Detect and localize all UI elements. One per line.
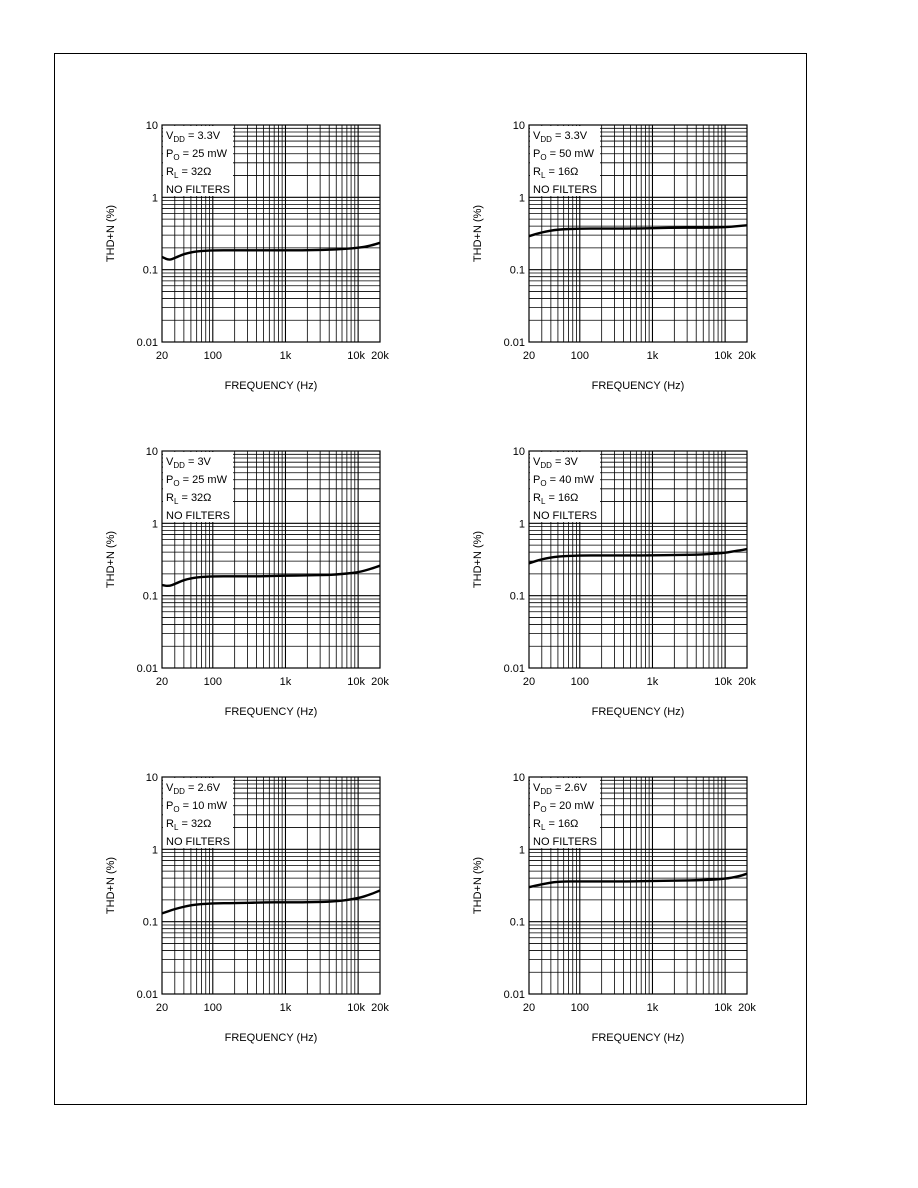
annotation-symbol: V	[533, 456, 541, 468]
annotation-symbol: R	[533, 818, 541, 830]
annotation-value: = 3.3V	[184, 130, 221, 142]
x-axis-label: FREQUENCY (Hz)	[224, 380, 318, 392]
x-tick-label: 1k	[279, 676, 292, 688]
y-tick-label: 0.01	[136, 989, 158, 1001]
annotation-subscript: O	[173, 805, 180, 814]
annotation-symbol: P	[166, 474, 174, 486]
chart-svg	[100, 767, 410, 1067]
y-tick-label: 10	[145, 120, 158, 132]
annotation-value: = 3V	[551, 456, 578, 468]
annotation-symbol: V	[166, 456, 174, 468]
x-tick-label: 20k	[738, 1002, 756, 1014]
annotation-symbol: P	[533, 474, 541, 486]
y-tick-label: 0.1	[142, 590, 158, 603]
thd-chart-3v3-16ohm	[467, 115, 777, 415]
x-tick-label: 1k	[279, 1002, 292, 1014]
x-tick-label: 20	[522, 350, 536, 362]
y-tick-label: 0.01	[136, 663, 158, 675]
x-axis-label: FREQUENCY (Hz)	[224, 1032, 318, 1044]
x-tick-label: 100	[570, 1002, 589, 1014]
x-tick-label: 20	[522, 1002, 536, 1014]
annotation-value: = 25 mW	[179, 148, 227, 160]
x-axis-label: FREQUENCY (Hz)	[224, 706, 318, 718]
y-tick-label: 1	[518, 518, 525, 531]
annotation-line	[533, 166, 578, 180]
annotation-subscript: L	[173, 497, 179, 506]
annotation-symbol: V	[533, 130, 541, 142]
annotation-value: = 3.3V	[551, 130, 588, 142]
annotation-symbol: R	[166, 166, 174, 178]
chart-svg	[100, 115, 410, 415]
y-tick-label: 10	[145, 446, 158, 458]
x-tick-label: 100	[203, 676, 222, 688]
x-tick-label: 10k	[347, 676, 366, 688]
annotation-value: = 16Ω	[545, 818, 579, 830]
annotation-symbol: P	[533, 148, 541, 160]
series-line	[529, 225, 747, 236]
y-tick-label: 1	[151, 518, 158, 531]
annotation-symbol: V	[166, 130, 174, 142]
annotation-line	[533, 456, 579, 470]
annotation-subscript: L	[540, 823, 546, 832]
annotation-block	[163, 452, 233, 522]
y-axis-label: THD+N (%)	[472, 204, 484, 263]
annotation-value: = 2.6V	[184, 782, 221, 794]
annotation-symbol: NO FILTERS	[533, 510, 597, 522]
x-tick-label: 100	[570, 350, 589, 362]
y-tick-label: 0.1	[509, 264, 525, 277]
annotation-line	[533, 492, 578, 506]
annotation-subscript: DD	[173, 461, 185, 470]
x-tick-label: 20k	[371, 1002, 389, 1014]
y-tick-label: 0.01	[503, 663, 525, 675]
chart-svg	[100, 441, 410, 741]
x-tick-label: 100	[203, 1002, 222, 1014]
annotation-subscript: O	[173, 153, 180, 162]
x-tick-label: 10k	[714, 1002, 733, 1014]
y-axis-label: THD+N (%)	[105, 204, 117, 263]
x-tick-label: 20k	[738, 350, 756, 362]
x-tick-label: 1k	[646, 676, 659, 688]
annotation-symbol: NO FILTERS	[166, 836, 230, 848]
annotation-symbol: P	[166, 800, 174, 812]
annotation-subscript: DD	[540, 135, 552, 144]
annotation-symbol: P	[166, 148, 174, 160]
y-tick-label: 10	[512, 120, 525, 132]
annotation-line	[166, 510, 230, 522]
annotation-line	[166, 456, 212, 470]
annotation-symbol: R	[533, 166, 541, 178]
x-tick-label: 1k	[646, 350, 659, 362]
series-line	[529, 874, 747, 888]
x-axis-label: FREQUENCY (Hz)	[591, 380, 685, 392]
chart-svg	[467, 115, 777, 415]
y-axis-label: THD+N (%)	[472, 530, 484, 589]
annotation-value: = 32Ω	[178, 166, 212, 178]
annotation-line	[166, 836, 230, 848]
annotation-subscript: O	[173, 479, 180, 488]
annotation-line	[533, 836, 597, 848]
y-tick-label: 1	[518, 192, 525, 205]
annotation-block	[530, 778, 600, 848]
x-tick-label: 20	[155, 350, 169, 362]
annotation-symbol: NO FILTERS	[533, 836, 597, 848]
annotation-symbol: NO FILTERS	[533, 184, 597, 196]
annotation-subscript: O	[540, 805, 547, 814]
annotation-line	[533, 510, 597, 522]
annotation-subscript: O	[540, 153, 547, 162]
annotation-subscript: DD	[173, 135, 185, 144]
annotation-value: = 20 mW	[546, 800, 594, 812]
y-tick-label: 0.01	[503, 989, 525, 1001]
chart-svg	[467, 767, 777, 1067]
x-tick-label: 1k	[646, 1002, 659, 1014]
annotation-subscript: L	[540, 171, 546, 180]
annotation-value: = 10 mW	[179, 800, 227, 812]
x-tick-label: 10k	[714, 350, 733, 362]
annotation-symbol: V	[166, 782, 174, 794]
annotation-symbol: P	[533, 800, 541, 812]
annotation-block	[163, 778, 233, 848]
annotation-value: = 25 mW	[179, 474, 227, 486]
x-tick-label: 20k	[738, 676, 756, 688]
y-axis-label: THD+N (%)	[472, 856, 484, 915]
series-line	[162, 243, 380, 260]
y-tick-label: 0.1	[509, 590, 525, 603]
annotation-symbol: V	[533, 782, 541, 794]
annotation-line	[166, 492, 211, 506]
x-tick-label: 20	[155, 676, 169, 688]
y-axis-label: THD+N (%)	[105, 856, 117, 915]
annotation-subscript: O	[540, 479, 547, 488]
y-tick-label: 1	[151, 844, 158, 857]
x-tick-label: 10k	[347, 350, 366, 362]
x-tick-label: 1k	[279, 350, 292, 362]
x-tick-label: 20k	[371, 350, 389, 362]
annotation-value: = 2.6V	[551, 782, 588, 794]
x-tick-label: 10k	[714, 676, 733, 688]
annotation-symbol: NO FILTERS	[166, 510, 230, 522]
y-tick-label: 0.01	[503, 337, 525, 349]
x-tick-label: 10k	[347, 1002, 366, 1014]
annotation-symbol: R	[166, 492, 174, 504]
y-tick-label: 10	[512, 772, 525, 784]
annotation-value: = 32Ω	[178, 818, 212, 830]
annotation-line	[533, 818, 578, 832]
annotation-symbol: R	[533, 492, 541, 504]
thd-chart-3v-32ohm	[100, 441, 410, 741]
annotation-block	[530, 126, 600, 196]
annotation-subscript: DD	[173, 787, 185, 796]
series-line	[162, 566, 380, 586]
annotation-symbol: NO FILTERS	[166, 184, 230, 196]
annotation-subscript: DD	[540, 787, 552, 796]
annotation-value: = 3V	[184, 456, 211, 468]
annotation-subscript: DD	[540, 461, 552, 470]
annotation-symbol: R	[166, 818, 174, 830]
thd-chart-2v6-16ohm	[467, 767, 777, 1067]
annotation-block	[530, 452, 600, 522]
chart-svg	[467, 441, 777, 741]
x-tick-label: 20	[155, 1002, 169, 1014]
x-axis-label: FREQUENCY (Hz)	[591, 706, 685, 718]
annotation-line	[166, 166, 211, 180]
y-tick-label: 0.01	[136, 337, 158, 349]
annotation-value: = 50 mW	[546, 148, 594, 160]
annotation-value: = 32Ω	[178, 492, 212, 504]
y-tick-label: 0.1	[142, 916, 158, 929]
annotation-value: = 16Ω	[545, 166, 579, 178]
annotation-subscript: L	[173, 823, 179, 832]
x-tick-label: 20k	[371, 676, 389, 688]
thd-chart-2v6-32ohm	[100, 767, 410, 1067]
y-tick-label: 0.1	[142, 264, 158, 277]
series-line	[162, 891, 380, 914]
x-tick-label: 100	[203, 350, 222, 362]
annotation-block	[163, 126, 233, 196]
annotation-value: = 16Ω	[545, 492, 579, 504]
annotation-line	[166, 184, 230, 196]
thd-chart-3v-16ohm	[467, 441, 777, 741]
x-tick-label: 20	[522, 676, 536, 688]
annotation-line	[533, 184, 597, 196]
annotation-line	[166, 818, 211, 832]
y-tick-label: 0.1	[509, 916, 525, 929]
y-tick-label: 10	[145, 772, 158, 784]
y-axis-label: THD+N (%)	[105, 530, 117, 589]
x-tick-label: 100	[570, 676, 589, 688]
y-tick-label: 10	[512, 446, 525, 458]
annotation-subscript: L	[173, 171, 179, 180]
thd-chart-3v3-32ohm	[100, 115, 410, 415]
y-tick-label: 1	[518, 844, 525, 857]
x-axis-label: FREQUENCY (Hz)	[591, 1032, 685, 1044]
annotation-subscript: L	[540, 497, 546, 506]
annotation-value: = 40 mW	[546, 474, 594, 486]
y-tick-label: 1	[151, 192, 158, 205]
